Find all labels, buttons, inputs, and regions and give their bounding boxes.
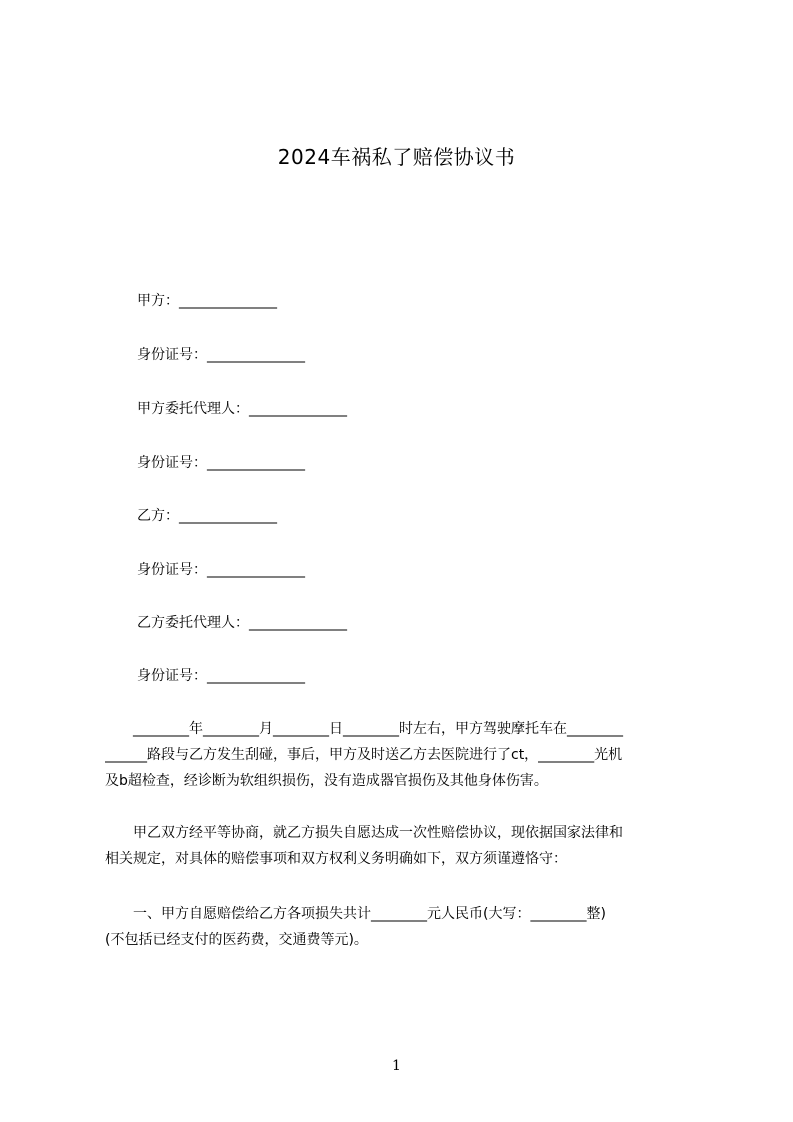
party-a-agent-id-field: 身份证号：______________ [137, 455, 305, 471]
paragraph-line: (不包括已经支付的医药费，交通费等元)。 [105, 932, 368, 948]
paragraph-line: 甲乙双方经平等协商，就乙方损失自愿达成一次性赔偿协议，现依据国家法律和 [105, 825, 623, 841]
accident-description-paragraph [105, 716, 700, 794]
party-a-id-field: 身份证号：______________ [137, 347, 305, 363]
party-a-agent-field: 甲方委托代理人：______________ [137, 401, 347, 417]
party-b-agent-field: 乙方委托代理人：______________ [137, 615, 347, 631]
document-title: 2024车祸私了赔偿协议书 [277, 145, 516, 169]
paragraph-line: ________年________月________日________时左右，甲方驾驶摩托车在________ [105, 721, 623, 737]
compensation-clause-paragraph [105, 901, 700, 953]
party-b-agent-id-field: 身份证号：______________ [137, 668, 305, 684]
party-a-field: 甲方：______________ [137, 293, 277, 309]
agreement-basis-paragraph [105, 820, 700, 872]
party-b-id-field: 身份证号：______________ [137, 562, 305, 578]
paragraph-line: 及b超检查，经诊断为软组织损伤，没有造成器官损伤及其他身体伤害。 [105, 773, 548, 789]
paragraph-line: 一、甲方自愿赔偿给乙方各项损失共计________元人民币(大写：________整) [105, 906, 606, 922]
paragraph-line: ______路段与乙方发生刮碰，事后，甲方及时送乙方去医院进行了ct，________光机 [105, 747, 623, 763]
paragraph-line: 相关规定，对具体的赔偿事项和双方权利义务明确如下，双方须谨遵恪守： [105, 851, 567, 867]
party-b-field: 乙方：______________ [137, 508, 277, 524]
page-number: 1 [392, 1058, 401, 1074]
